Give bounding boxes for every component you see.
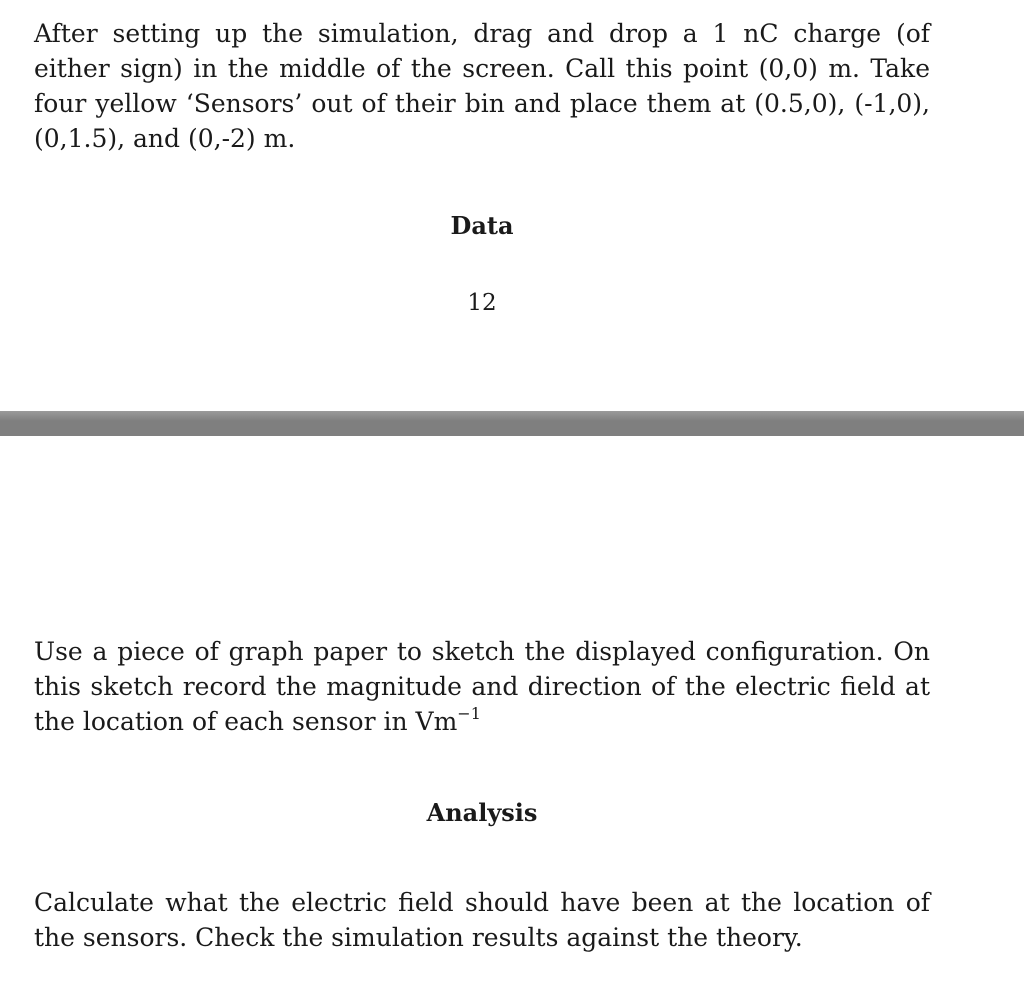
analysis-section-heading: Analysis xyxy=(426,798,538,827)
page-divider xyxy=(0,411,1024,436)
sketch-instructions-text: Use a piece of graph paper to sketch the displayed configuration. On this sketch record the magnitude and direction of the electric field at the location of each sensor in Vm xyxy=(34,637,930,736)
analysis-paragraph: Calculate what the electric field should have been at the location of the sensors. Check the simulation results against the theory. xyxy=(34,888,930,952)
sketch-instructions-paragraph xyxy=(34,634,930,739)
page-number: 12 xyxy=(467,290,497,316)
setup-instructions-paragraph: After setting up the simulation, drag and drop a 1 nC charge (of either sign) in the middle of the screen. Call this point (0,0) m. Take four yellow ‘Sensors’ out of their bin and place them at (0.5,0), (-1,0), (0,1.5), and (0,-2) m. xyxy=(34,19,930,153)
unit-exponent: −1 xyxy=(457,703,481,723)
data-section-heading: Data xyxy=(450,211,514,240)
